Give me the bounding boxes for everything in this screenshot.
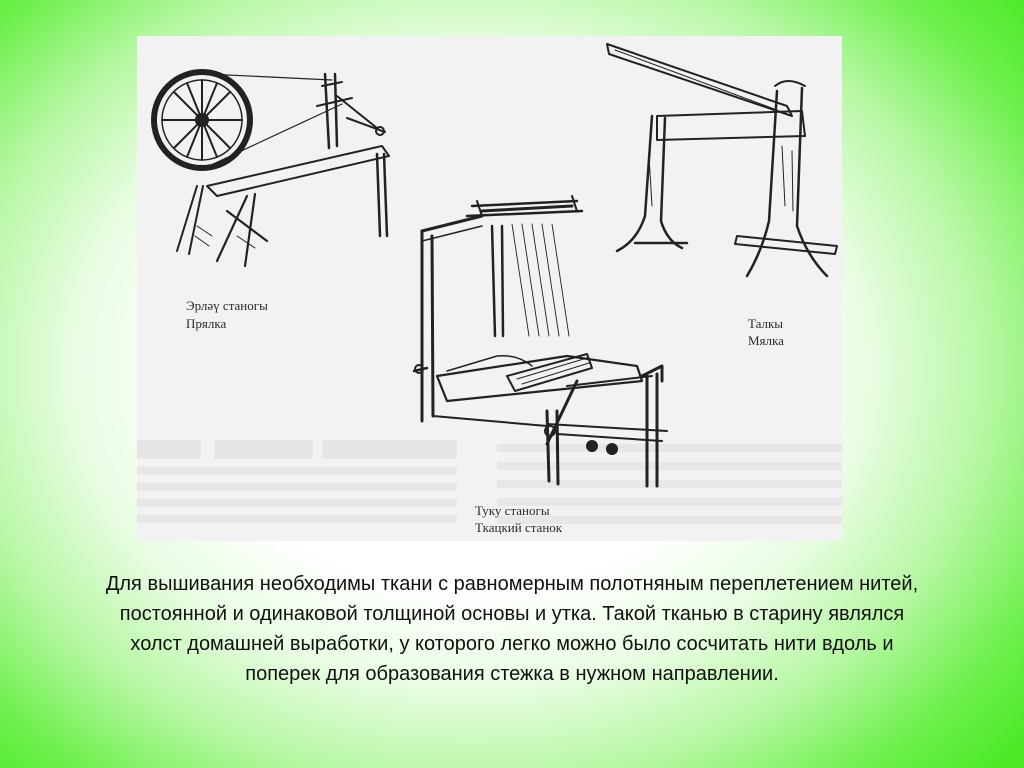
loom-drawing: [414, 196, 667, 486]
illustration-scan: [137, 36, 842, 541]
caption-flax-brake-russian: Мялка: [748, 333, 784, 348]
spinning-wheel-drawing: [154, 72, 389, 266]
caption-spinning-wheel-tatar: Эрләү станогы: [186, 298, 268, 313]
caption-loom-russian: Ткацкий станок: [475, 520, 563, 535]
caption-spinning-wheel-russian: Прялка: [186, 316, 227, 331]
tools-drawing: [137, 36, 842, 541]
flax-brake-drawing: [607, 44, 837, 276]
caption-loom-tatar: Туку станогы: [475, 503, 550, 518]
caption-flax-brake-tatar: Талкы: [748, 316, 784, 331]
body-paragraph: Для вышивания необходимы ткани с равномерным полотняным переплетением нитей, постоянной и одинаковой толщиной основы и утка. Такой тканью в старину являлся холст домашней выработки, у которого легко можно было сосчитать нити вдоль и поперек для образования стежка в нужном направлении.: [105, 573, 919, 685]
